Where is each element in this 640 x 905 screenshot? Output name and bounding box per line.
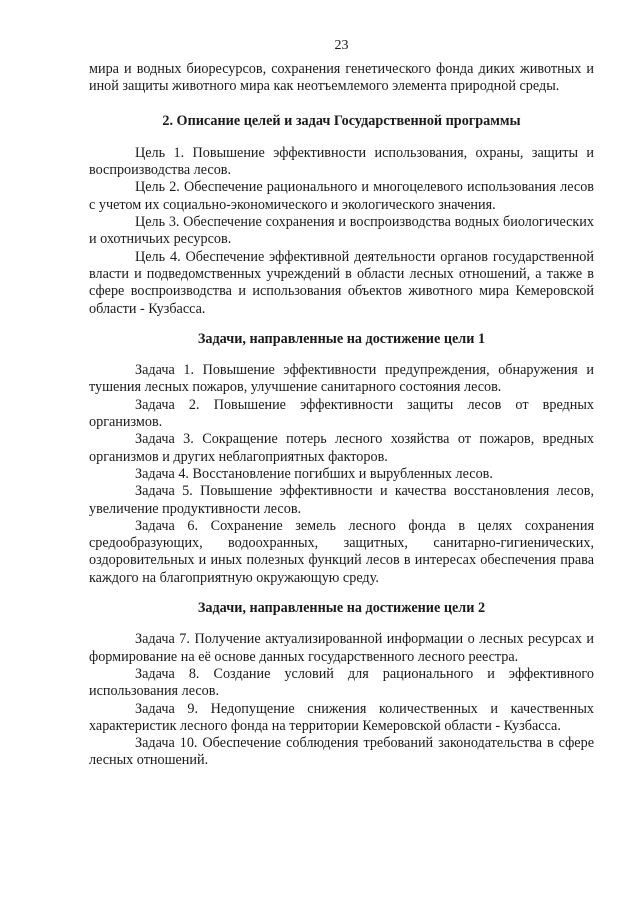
task-item: Задача 6. Сохранение земель лесного фонда в целях сохранения средообразующих, водоохранных, защитных, санитарно-гигиенических, оздоровительных и иных полезных функций лесов в интересах обеспечения права каждого на благоприятную окружающую среду. xyxy=(89,517,594,586)
goal-item: Цель 2. Обеспечение рационального и многоцелевого использования лесов с учетом их социально-экономического и экологического значения. xyxy=(89,179,594,213)
goal1-tasks-list xyxy=(89,362,594,587)
goal2-tasks-list xyxy=(89,631,594,769)
goal-item: Цель 3. Обеспечение сохранения и воспроизводства водных биологических и охотничьих ресурсов. xyxy=(89,214,594,248)
goal-item: Цель 1. Повышение эффективности использования, охраны, защиты и воспроизводства лесов. xyxy=(89,144,594,179)
goals-list xyxy=(89,145,594,318)
task-item: Задача 7. Получение актуализированной информации о лесных ресурсах и формирование на её основе данных государственного лесного реестра. xyxy=(89,631,594,665)
task-item: Задача 9. Недопущение снижения количественных и качественных характеристик лесного фонда на территории Кемеровской области - Кузбасса. xyxy=(89,700,594,734)
page-number: 23 xyxy=(334,38,349,53)
task-item: Задача 8. Создание условий для рационального и эффективного использования лесов. xyxy=(89,665,594,700)
section-heading: 2. Описание целей и задач Государственной программы xyxy=(162,112,521,129)
task-item: Задача 5. Повышение эффективности и качества восстановления лесов, увеличение продуктивности лесов. xyxy=(89,483,594,517)
goal1-tasks-heading: Задачи, направленные на достижение цели 1 xyxy=(197,330,486,347)
task-item: Задача 10. Обеспечение соблюдения требований законодательства в сфере лесных отношений. xyxy=(89,735,594,769)
intro-paragraph: мира и водных биоресурсов, сохранения генетического фонда диких животных и иной защиты животного мира как неотъемлемого элемента природной среды. xyxy=(89,61,594,95)
task-item: Задача 2. Повышение эффективности защиты лесов от вредных организмов. xyxy=(89,396,594,431)
task-item: Задача 4. Восстановление погибших и вырубленных лесов. xyxy=(135,465,493,482)
goal2-tasks-heading: Задачи, направленные на достижение цели 2 xyxy=(197,600,486,617)
task-item: Задача 3. Сокращение потерь лесного хозяйства от пожаров, вредных организмов и других неблагоприятных факторов. xyxy=(89,431,594,465)
task-item: Задача 1. Повышение эффективности предупреждения, обнаружения и тушения лесных пожаров, улучшение санитарного состояния лесов. xyxy=(89,362,594,396)
document-body xyxy=(89,61,594,770)
goal-item: Цель 4. Обеспечение эффективной деятельности органов государственной власти и подведомственных учреждений в области лесных отношений, а также в сфере воспроизводства и использования объектов животного мира Кемеровской области - Кузбасса. xyxy=(89,248,594,317)
